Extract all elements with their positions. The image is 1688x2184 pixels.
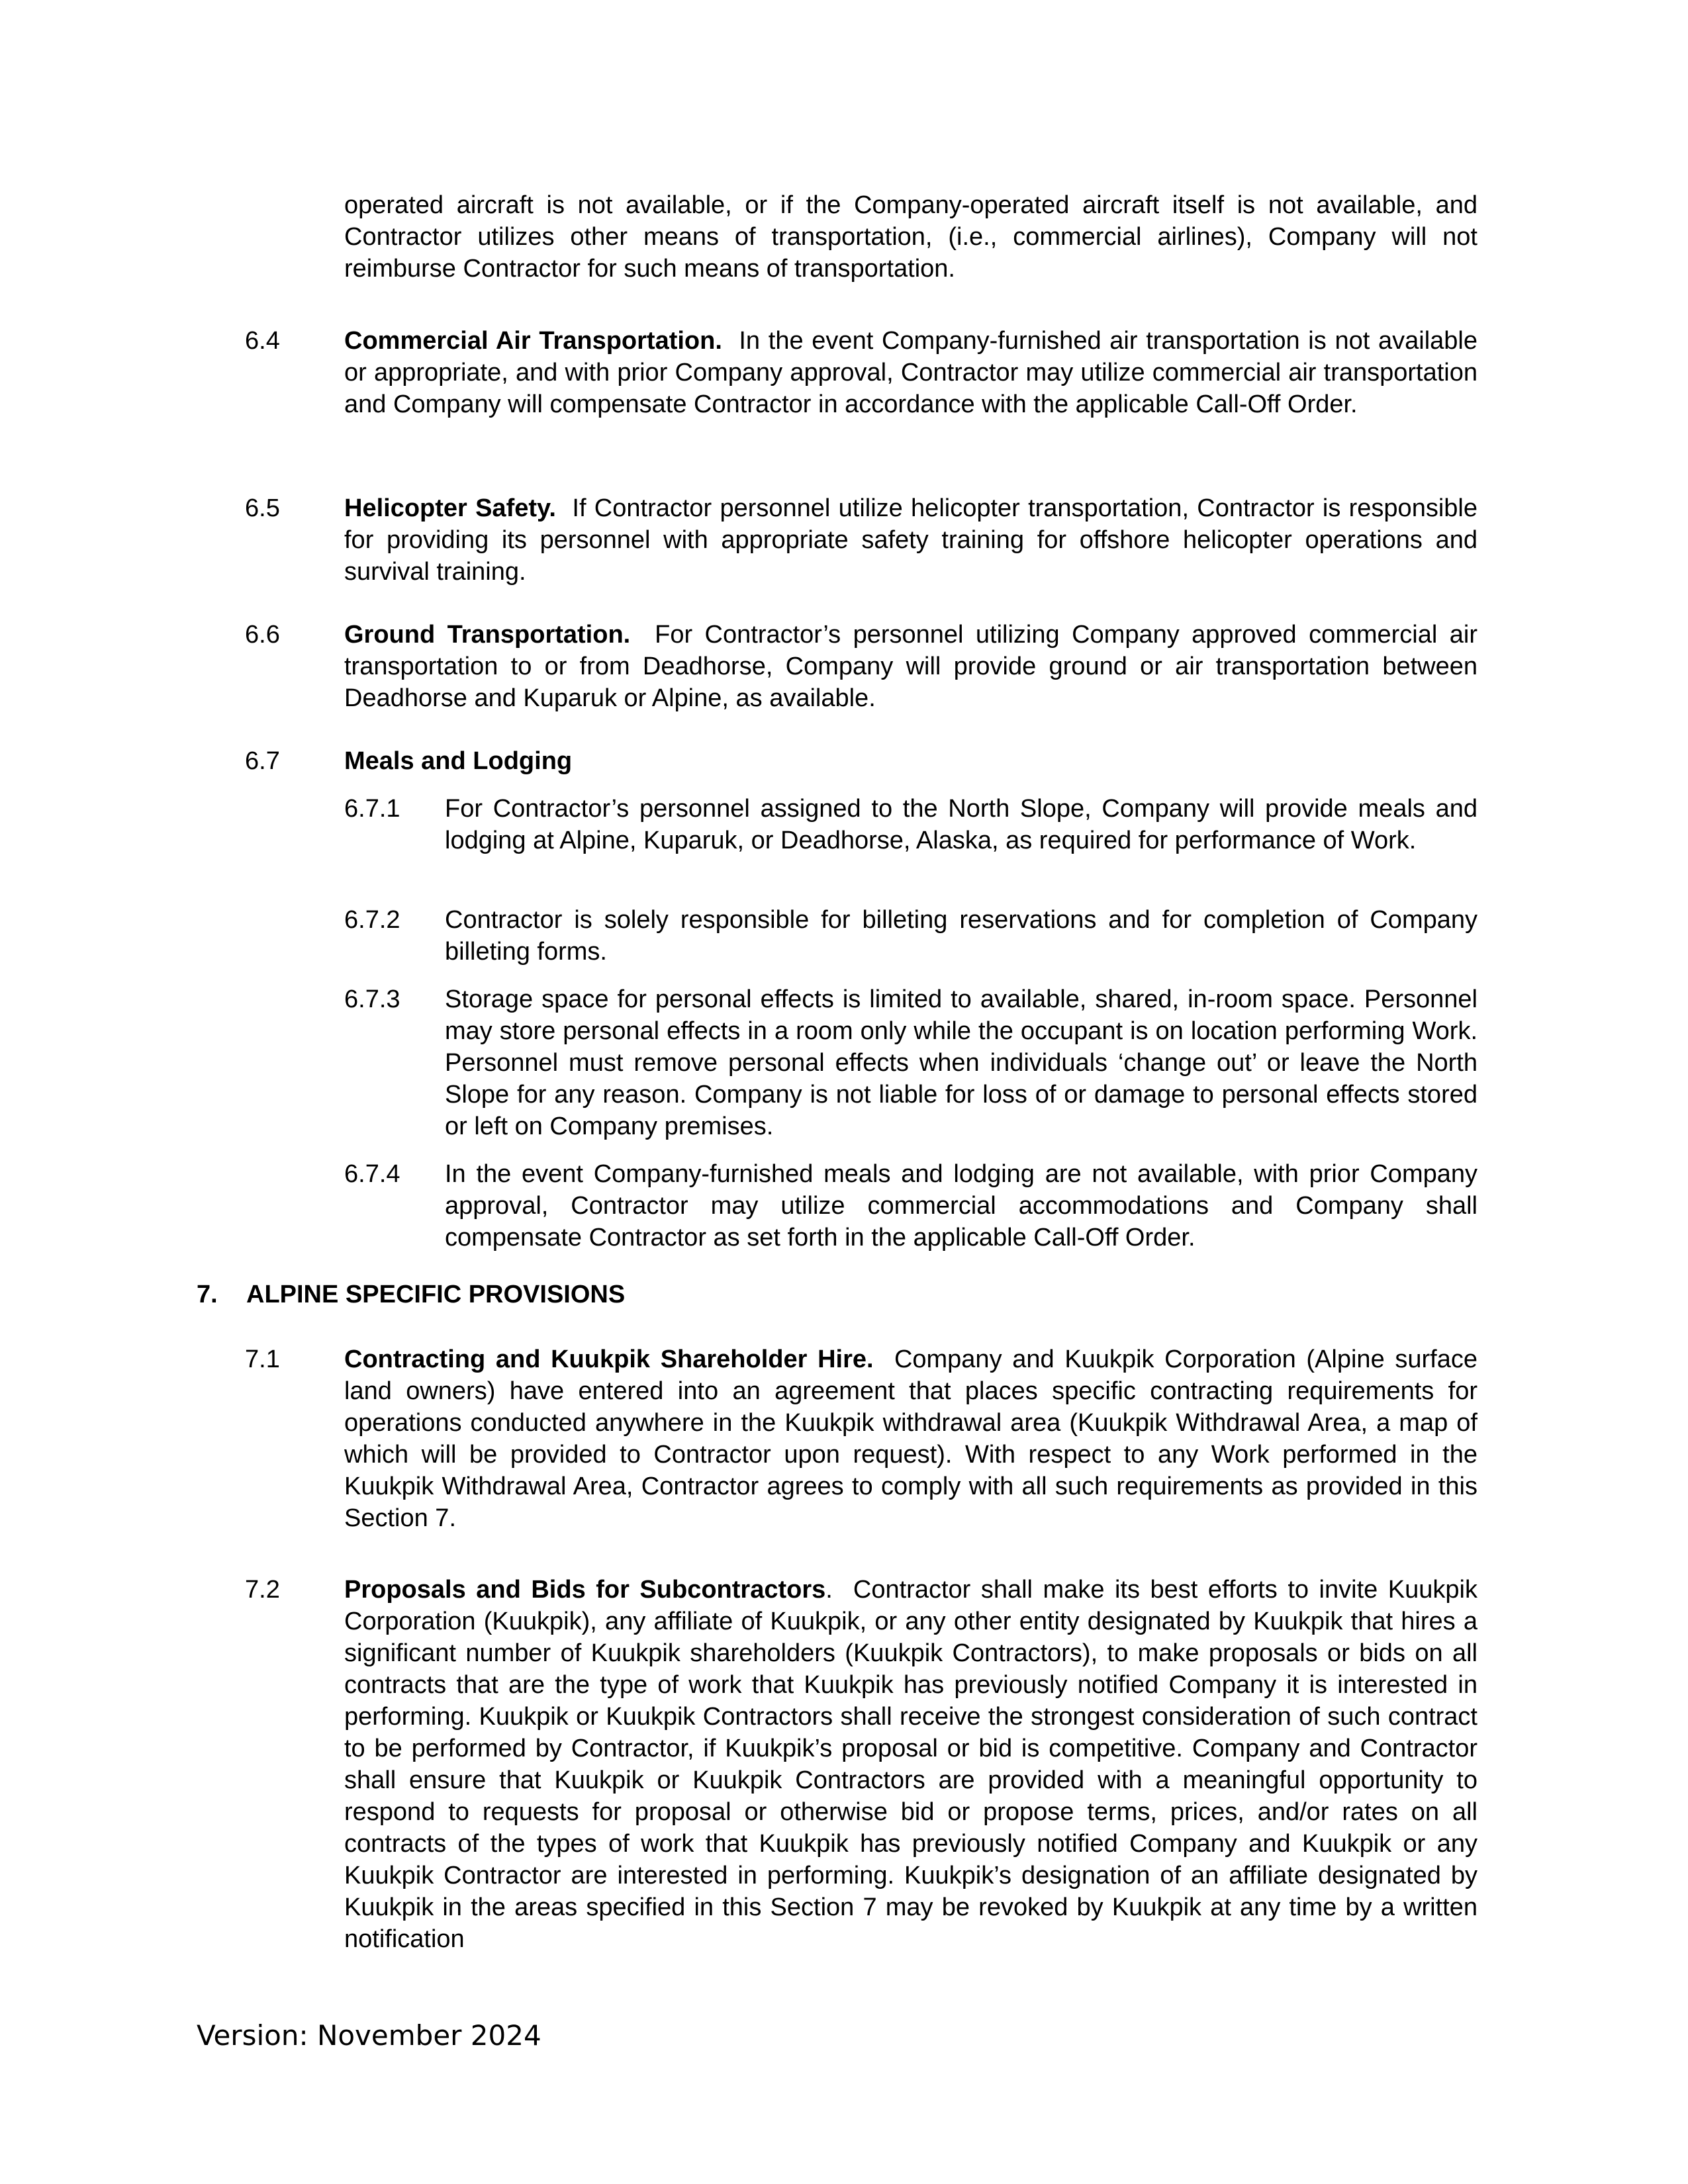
section-number: 6.7.3 — [344, 985, 400, 1013]
section-number: 6.7.2 — [344, 906, 400, 934]
section-number: 7.2 — [245, 1576, 280, 1604]
section-text: If Contractor personnel utilize helicopter transportation, Contractor is responsible for providing its personnel with appropriate safety training for offshore helicopter operations and survival training. — [344, 494, 1477, 586]
section-title: Commercial Air Transportation. — [344, 327, 722, 355]
section-6-7-4 — [344, 1158, 1477, 1253]
section-6-7-3 — [344, 983, 1477, 1142]
section-6-7 — [245, 745, 1477, 777]
section-text: Contractor is solely responsible for billeting reservations and for completion of Company billeting forms. — [445, 906, 1477, 966]
section-title: ALPINE SPECIFIC PROVISIONS — [246, 1281, 626, 1308]
section-6-7-1 — [344, 793, 1477, 856]
section-text: In the event Company-furnished air transportation is not available or appropriate, and with prior Company approval, Contractor may utilize commercial air transportation and Company will compensate Contractor in accordance with the applicable Call-Off Order. — [344, 327, 1477, 418]
section-title: Meals and Lodging — [344, 747, 573, 775]
continuation-paragraph: operated aircraft is not available, or if the Company-operated aircraft itself is not available, and Contractor utilizes other means of transportation, (i.e., commercial airlines), Company will not reimburse Contractor for such means of transportation. — [344, 191, 1477, 283]
section-text: For Contractor’s personnel utilizing Company approved commercial air transportation to or from Deadhorse, Company will provide ground or air transportation between Deadhorse and Kuparuk or Alpine, as available. — [344, 621, 1477, 712]
section-title: Helicopter Safety. — [344, 494, 556, 522]
section-text: For Contractor’s personnel assigned to the North Slope, Company will provide meals and lodging at Alpine, Kuparuk, or Deadhorse, Alaska, as required for performance of Work. — [445, 795, 1477, 854]
section-6-4 — [245, 325, 1477, 420]
section-number: 7. — [197, 1281, 218, 1308]
section-7-1 — [245, 1343, 1477, 1534]
section-number: 6.5 — [245, 494, 280, 522]
section-number: 6.7 — [245, 747, 280, 775]
section-title: Contracting and Kuukpik Shareholder Hire. — [344, 1345, 874, 1373]
section-title: Ground Transportation. — [344, 621, 631, 649]
version-footer: Version: November 2024 — [197, 2019, 541, 2052]
section-number: 6.6 — [245, 621, 280, 649]
section-7-2: 7.2 Proposals and Bids for Subcontractors. Contractor shall make its best efforts to invite Kuukpik Corporation (Kuukpik), any affiliate of Kuukpik, or any other entity designated by Kuukpik that hires a significant number of Kuukpik shareholders (Kuukpik Contractors), to make proposals or bids on all contracts that are the type of work that Kuukpik has previously notified Company it is interested in performing. Kuukpik or Kuukpik Contractors shall receive the strongest consideration of such contract to be performed by Contractor, if Kuukpik’s proposal or bid is competitive. Company and Contractor shall ensure that Kuukpik or Kuukpik Contractors are provided with a meaningful opportunity to respond to requests for proposal or otherwise bid or propose terms, prices, and/or rates on all contracts of the types of work that Kuukpik has previously notified Company and Kuukpik or any Kuukpik Contractor are interested in performing. Kuukpik’s designation of an affiliate designated by Kuukpik in the areas specified in this Section 7 may be revoked by Kuukpik at any time by a written notification — [245, 1574, 1477, 1955]
section-number: 6.7.1 — [344, 795, 400, 823]
section-text: Contractor shall make its best efforts to invite Kuukpik Corporation (Kuukpik), any affiliate of Kuukpik, or any other entity designated by Kuukpik that hires a significant number of Kuukpik shareholders (Kuukpik Contractors), to make proposals or bids on all contracts that are the type of work that Kuukpik has previously notified Company it is interested in performing. Kuukpik or Kuukpik Contractors shall receive the strongest consideration of such contract to be performed by Contractor, if Kuukpik’s proposal or bid is competitive. Company and Contractor shall ensure that Kuukpik or Kuukpik Contractors are provided with a meaningful opportunity to respond to requests for proposal or otherwise bid or propose terms, prices, and/or rates on all contracts of the types of work that Kuukpik has previously notified Company and Kuukpik or any Kuukpik Contractor are interested in performing. Kuukpik’s designation of an affiliate designated by Kuukpik in the areas specified in this Section 7 may be revoked by Kuukpik at any time by a written notification — [344, 1576, 1477, 1953]
section-7-heading — [197, 1279, 625, 1310]
section-6-6 — [245, 619, 1477, 714]
section-number: 6.7.4 — [344, 1160, 400, 1188]
section-text: Company and Kuukpik Corporation (Alpine surface land owners) have entered into an agreement that places specific contracting requirements for operations conducted anywhere in the Kuukpik withdrawal area (Kuukpik Withdrawal Area, a map of which will be provided to Contractor upon request). With respect to any Work performed in the Kuukpik Withdrawal Area, Contractor agrees to comply with all such requirements as provided in this Section 7. — [344, 1345, 1477, 1532]
section-title: Proposals and Bids for Subcontractors — [344, 1576, 826, 1604]
section-number: 6.4 — [245, 327, 280, 355]
section-text: Storage space for personal effects is limited to available, shared, in-room space. Personnel may store personal effects in a room only while the occupant is on location performing Work. Personnel must remove personal effects when individuals ‘change out’ or leave the North Slope for any reason. Company is not liable for loss of or damage to personal effects stored or left on Company premises. — [445, 985, 1477, 1140]
section-text: In the event Company-furnished meals and lodging are not available, with prior Company approval, Contractor may utilize commercial accommodations and Company shall compensate Contractor as set forth in the applicable Call-Off Order. — [445, 1160, 1477, 1251]
section-6-7-2 — [344, 904, 1477, 968]
section-number: 7.1 — [245, 1345, 280, 1373]
section-6-5 — [245, 492, 1477, 588]
